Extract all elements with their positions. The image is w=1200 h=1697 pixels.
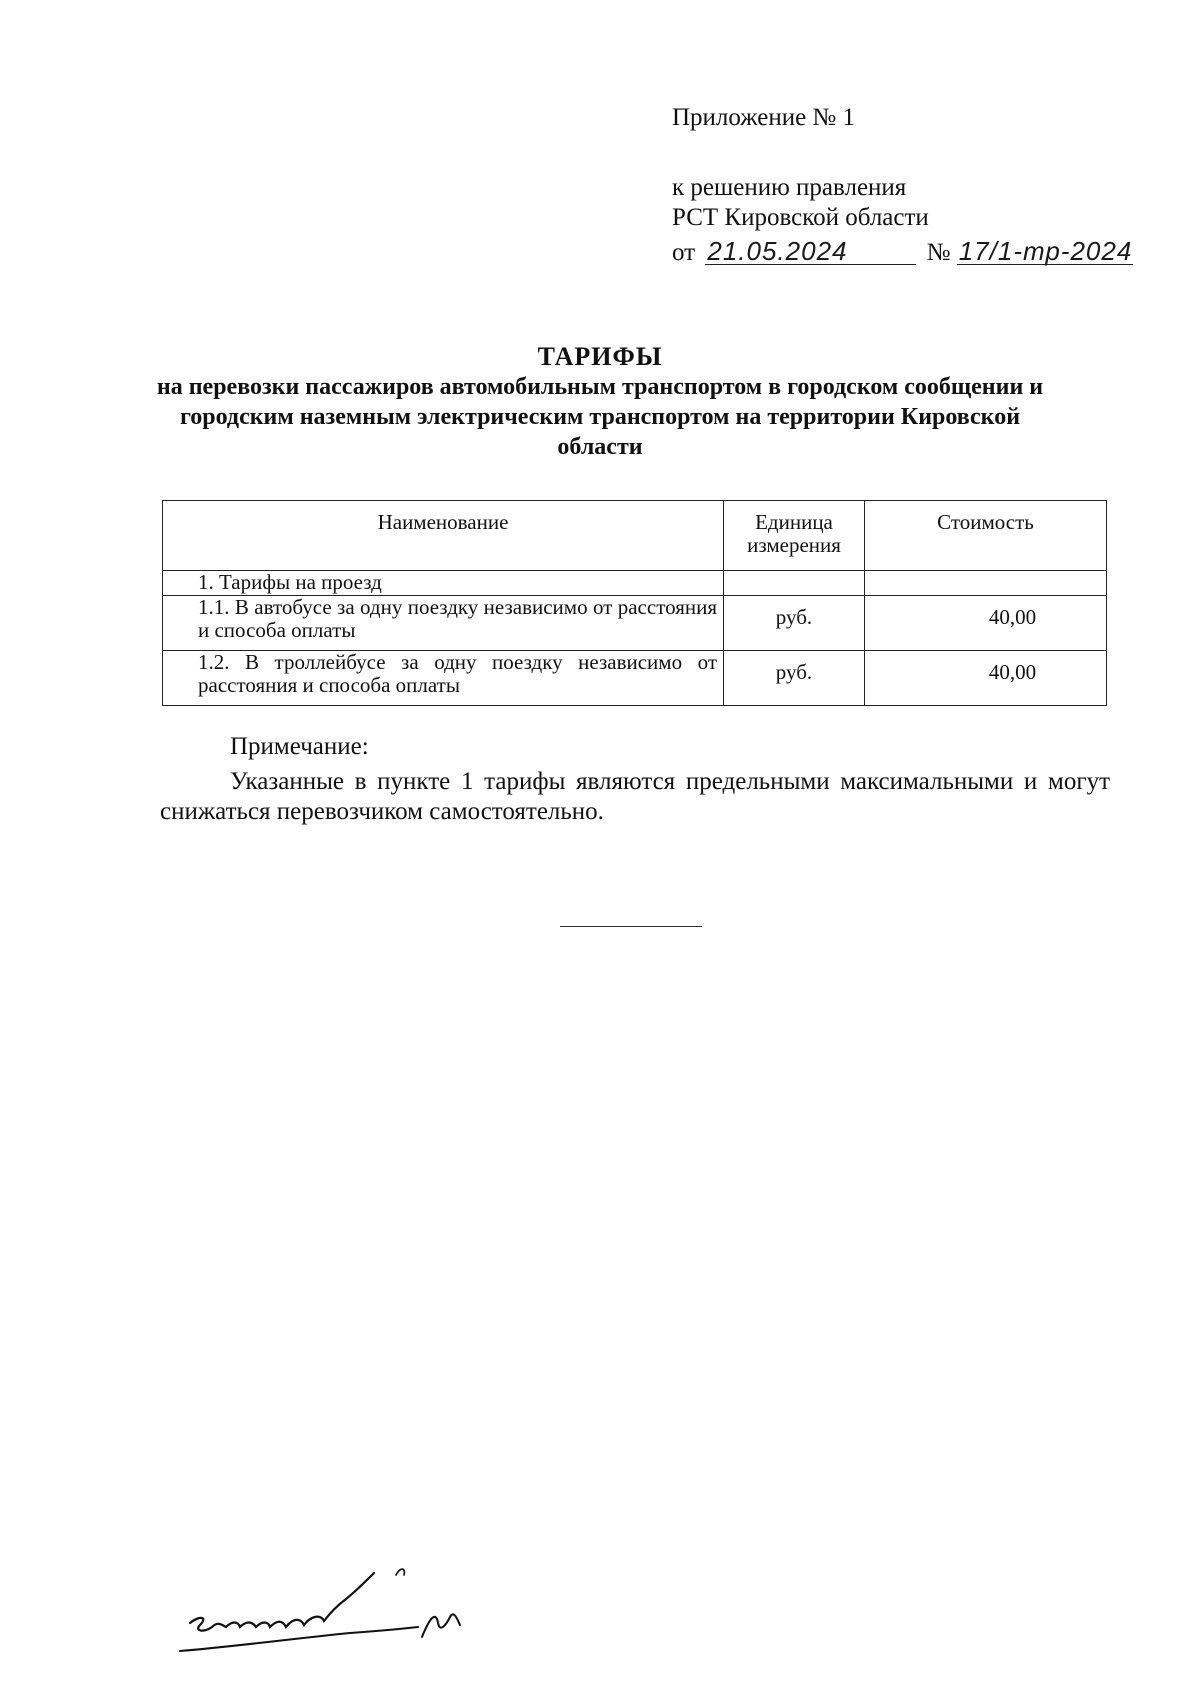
note-text: Указанные в пункте 1 тарифы являются предельными максимальными и могут снижаться перевозчиком самостоятельно. [160,768,1110,825]
header-unit: Единица измерения [724,501,865,571]
authority-line: РСТ Кировской области [672,204,929,231]
row-name: 1.1. В автобусе за одну поездку независимо от расстояния и способа оплаты [163,596,724,651]
table-header-row [163,501,1107,571]
row-cost: 40,00 [865,596,1107,651]
row-cost [865,571,1107,596]
table-row [163,596,1107,651]
decision-date: 21.05.2024 [705,238,916,265]
end-divider [560,926,702,927]
table-row [163,571,1107,596]
date-number-line [672,238,1133,268]
from-label: от [672,239,696,266]
note-heading: Примечание: [230,733,369,760]
row-unit [724,571,865,596]
number-label: № [926,239,951,266]
row-unit: руб. [724,596,865,651]
row-cost: 40,00 [865,651,1107,706]
row-name: 1. Тарифы на проезд [163,571,724,596]
title-main: ТАРИФЫ [537,342,663,371]
decision-line: к решению правления [672,174,907,201]
tariff-table [162,500,1107,706]
document-title [150,342,1050,462]
row-name: 1.2. В троллейбусе за одну поездку независимо от расстояния и способа оплаты [163,651,724,706]
table-row [163,651,1107,706]
decision-number: 17/1-тр-2024 [958,236,1133,266]
header-name: Наименование [163,501,724,571]
row-unit: руб. [724,651,865,706]
signature-icon [160,1555,520,1665]
appendix-label: Приложение № 1 [672,104,856,131]
title-subtitle: на перевозки пассажиров автомобильным транспортом в городском сообщении и городским наземным электрическим транспортом на территории Кировской области [156,374,1044,460]
header-cost: Стоимость [865,501,1107,571]
